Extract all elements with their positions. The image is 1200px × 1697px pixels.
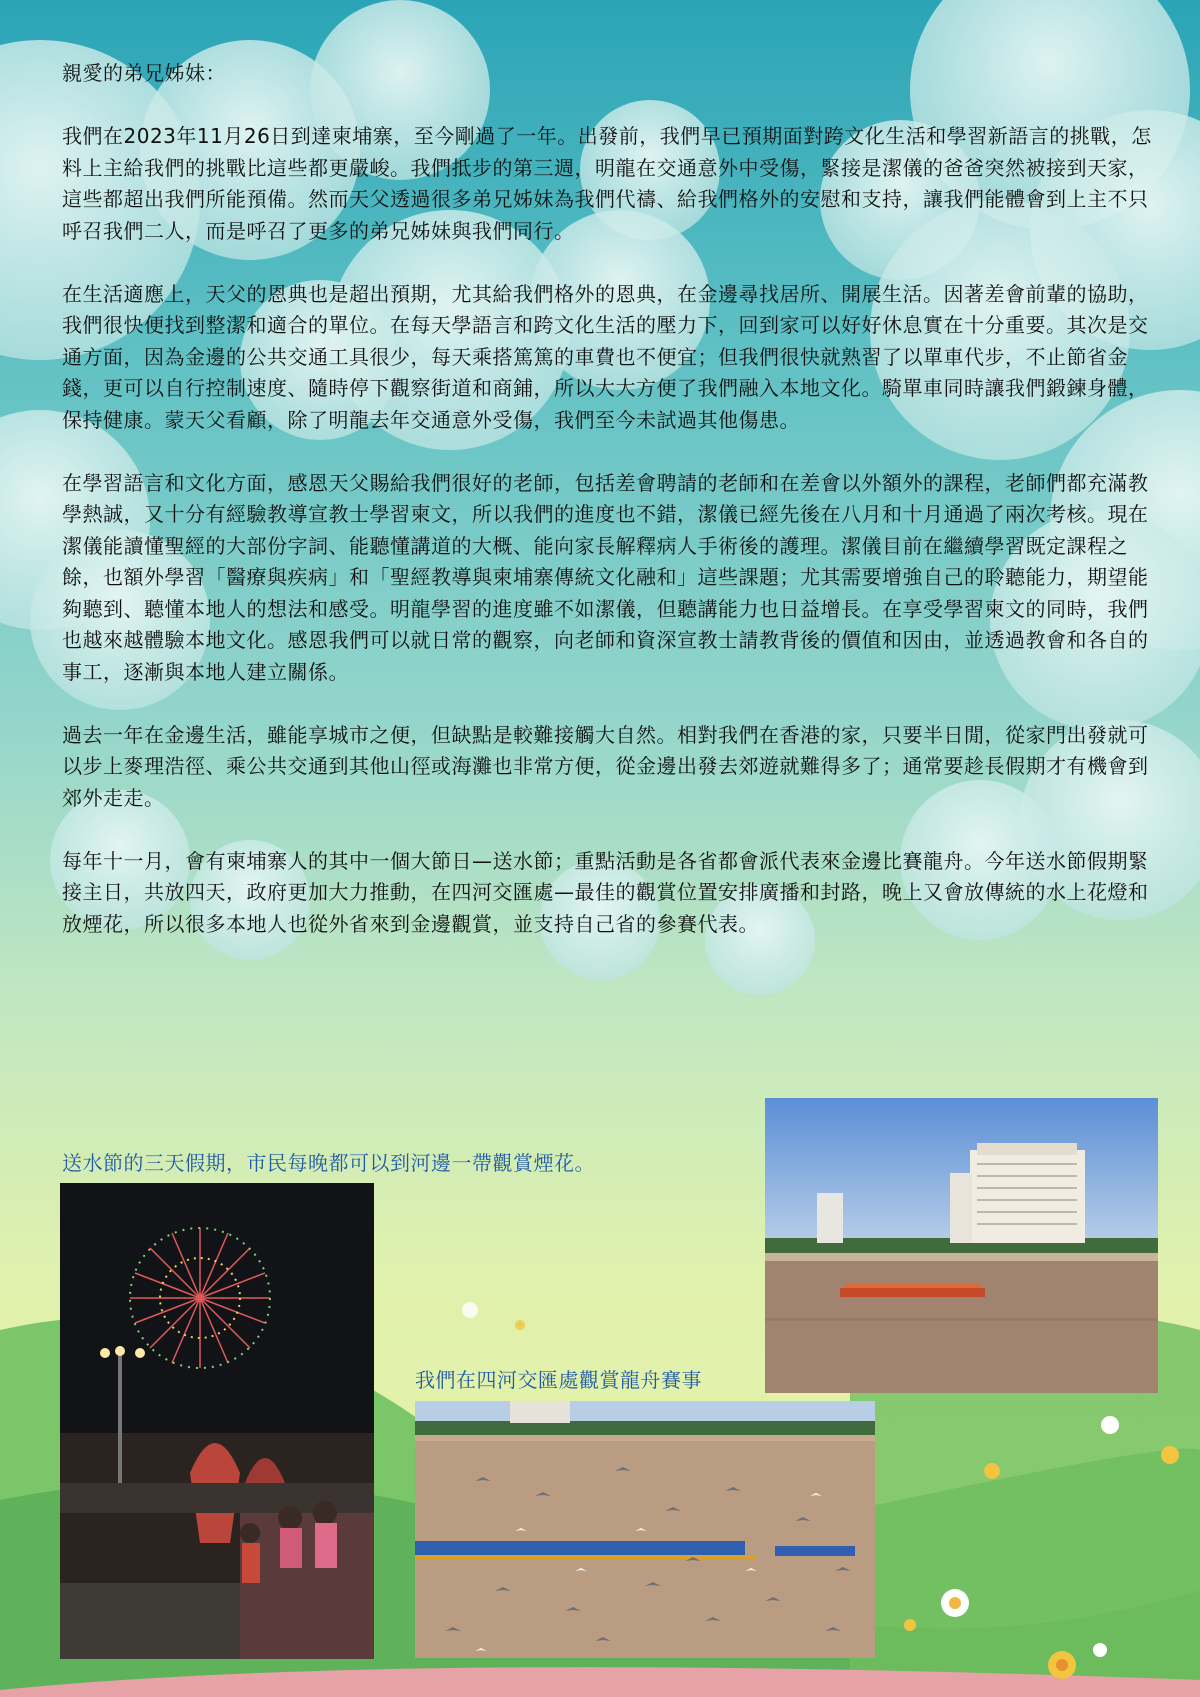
letter-paragraph-1: 我們在2023年11月26日到達柬埔寨，至今剛過了一年。出發前，我們早已預期面對跨文化生活和學習新語言的挑戰，怎料上主給我們的挑戰比這些都更嚴峻。我們抵步的第三週，明龍在交通意外中受傷，緊接是潔儀的爸爸突然被接到天家，這些都超出我們所能預備。然而天父透過很多弟兄姊妹為我們代禱、給我們格外的安慰和支持，讓我們能體會到上主不只呼召我們二人，而是呼召了更多的弟兄姊妹與我們同行。 xyxy=(62,124,1152,243)
letter-paragraph-3: 在學習語言和文化方面，感恩天父賜給我們很好的老師，包括差會聘請的老師和在差會以外額外的課程，老師們都充滿教學熱誠，又十分有經驗教導宣教士學習柬文，所以我們的進度也不錯，潔儀已經先後在八月和十月通過了兩次考核。現在潔儀能讀懂聖經的大部份字詞、能聽懂講道的大概、能向家長解釋病人手術後的護理。潔儀目前在繼續學習既定課程之餘，也額外學習「醫療與疾病」和「聖經教導與柬埔寨傳統文化融和」這些課題；尤其需要增強自己的聆聽能力，期望能夠聽到、聽懂本地人的想法和感受。明龍學習的進度雖不如潔儀，但聽講能力也日益增長。在享受學習柬文的同時，我們也越來越體驗本地文化。感恩我們可以就日常的觀察，向老師和資深宣教士請教背後的價值和因由，並透過教會和各自的事工，逐漸與本地人建立關係。 xyxy=(62,470,1149,684)
river-hotel-photo xyxy=(765,1098,1158,1393)
dragon-boat-race-photo xyxy=(415,1401,875,1658)
letter-paragraph-2: 在生活適應上，天父的恩典也是超出預期，尤其給我們格外的恩典，在金邊尋找居所、開展生活。因著差會前輩的協助，我們很快便找到整潔和適合的單位。在每天學語言和跨文化生活的壓力下，回到家可以好好休息實在十分重要。其次是交通方面，因為金邊的公共交通工具很少，每天乘搭篤篤的車費也不便宜；但我們很快就熟習了以單車代步，不止節省金錢，更可以自行控制速度、隨時停下觀察街道和商鋪，所以大大方便了我們融入本地文化。騎單車同時讓我們鍛鍊身體，保持健康。蒙天父看顧，除了明龍去年交通意外受傷，我們至今未試過其他傷患。 xyxy=(62,281,1149,432)
letter-body xyxy=(62,58,1152,972)
letter-paragraph-5: 每年十一月，會有柬埔寨人的其中一個大節日—送水節；重點活動是各省都會派代表來金邊比賽龍舟。今年送水節假期緊接主日，共放四天，政府更加大力推動，在四河交匯處—最佳的觀賞位置安排廣播和封路，晚上又會放傳統的水上花燈和放煙花，所以很多本地人也從外省來到金邊觀賞，並支持自己省的參賽代表。 xyxy=(62,848,1149,936)
letter-paragraph-4: 過去一年在金邊生活，雖能享城市之便，但缺點是較難接觸大自然。相對我們在香港的家，只要半日閒，從家門出發就可以步上麥理浩徑、乘公共交通到其他山徑或海灘也非常方便，從金邊出發去郊遊就難得多了；通常要趁長假期才有機會到郊外走走。 xyxy=(62,722,1149,810)
letter-greeting: 親愛的弟兄姊妹： xyxy=(62,61,226,85)
fireworks-caption: 送水節的三天假期，市民每晚都可以到河邊一帶觀賞煙花。 xyxy=(62,1151,595,1175)
fireworks-night-photo xyxy=(60,1183,374,1659)
boat-race-caption: 我們在四河交匯處觀賞龍舟賽事 xyxy=(415,1368,702,1392)
